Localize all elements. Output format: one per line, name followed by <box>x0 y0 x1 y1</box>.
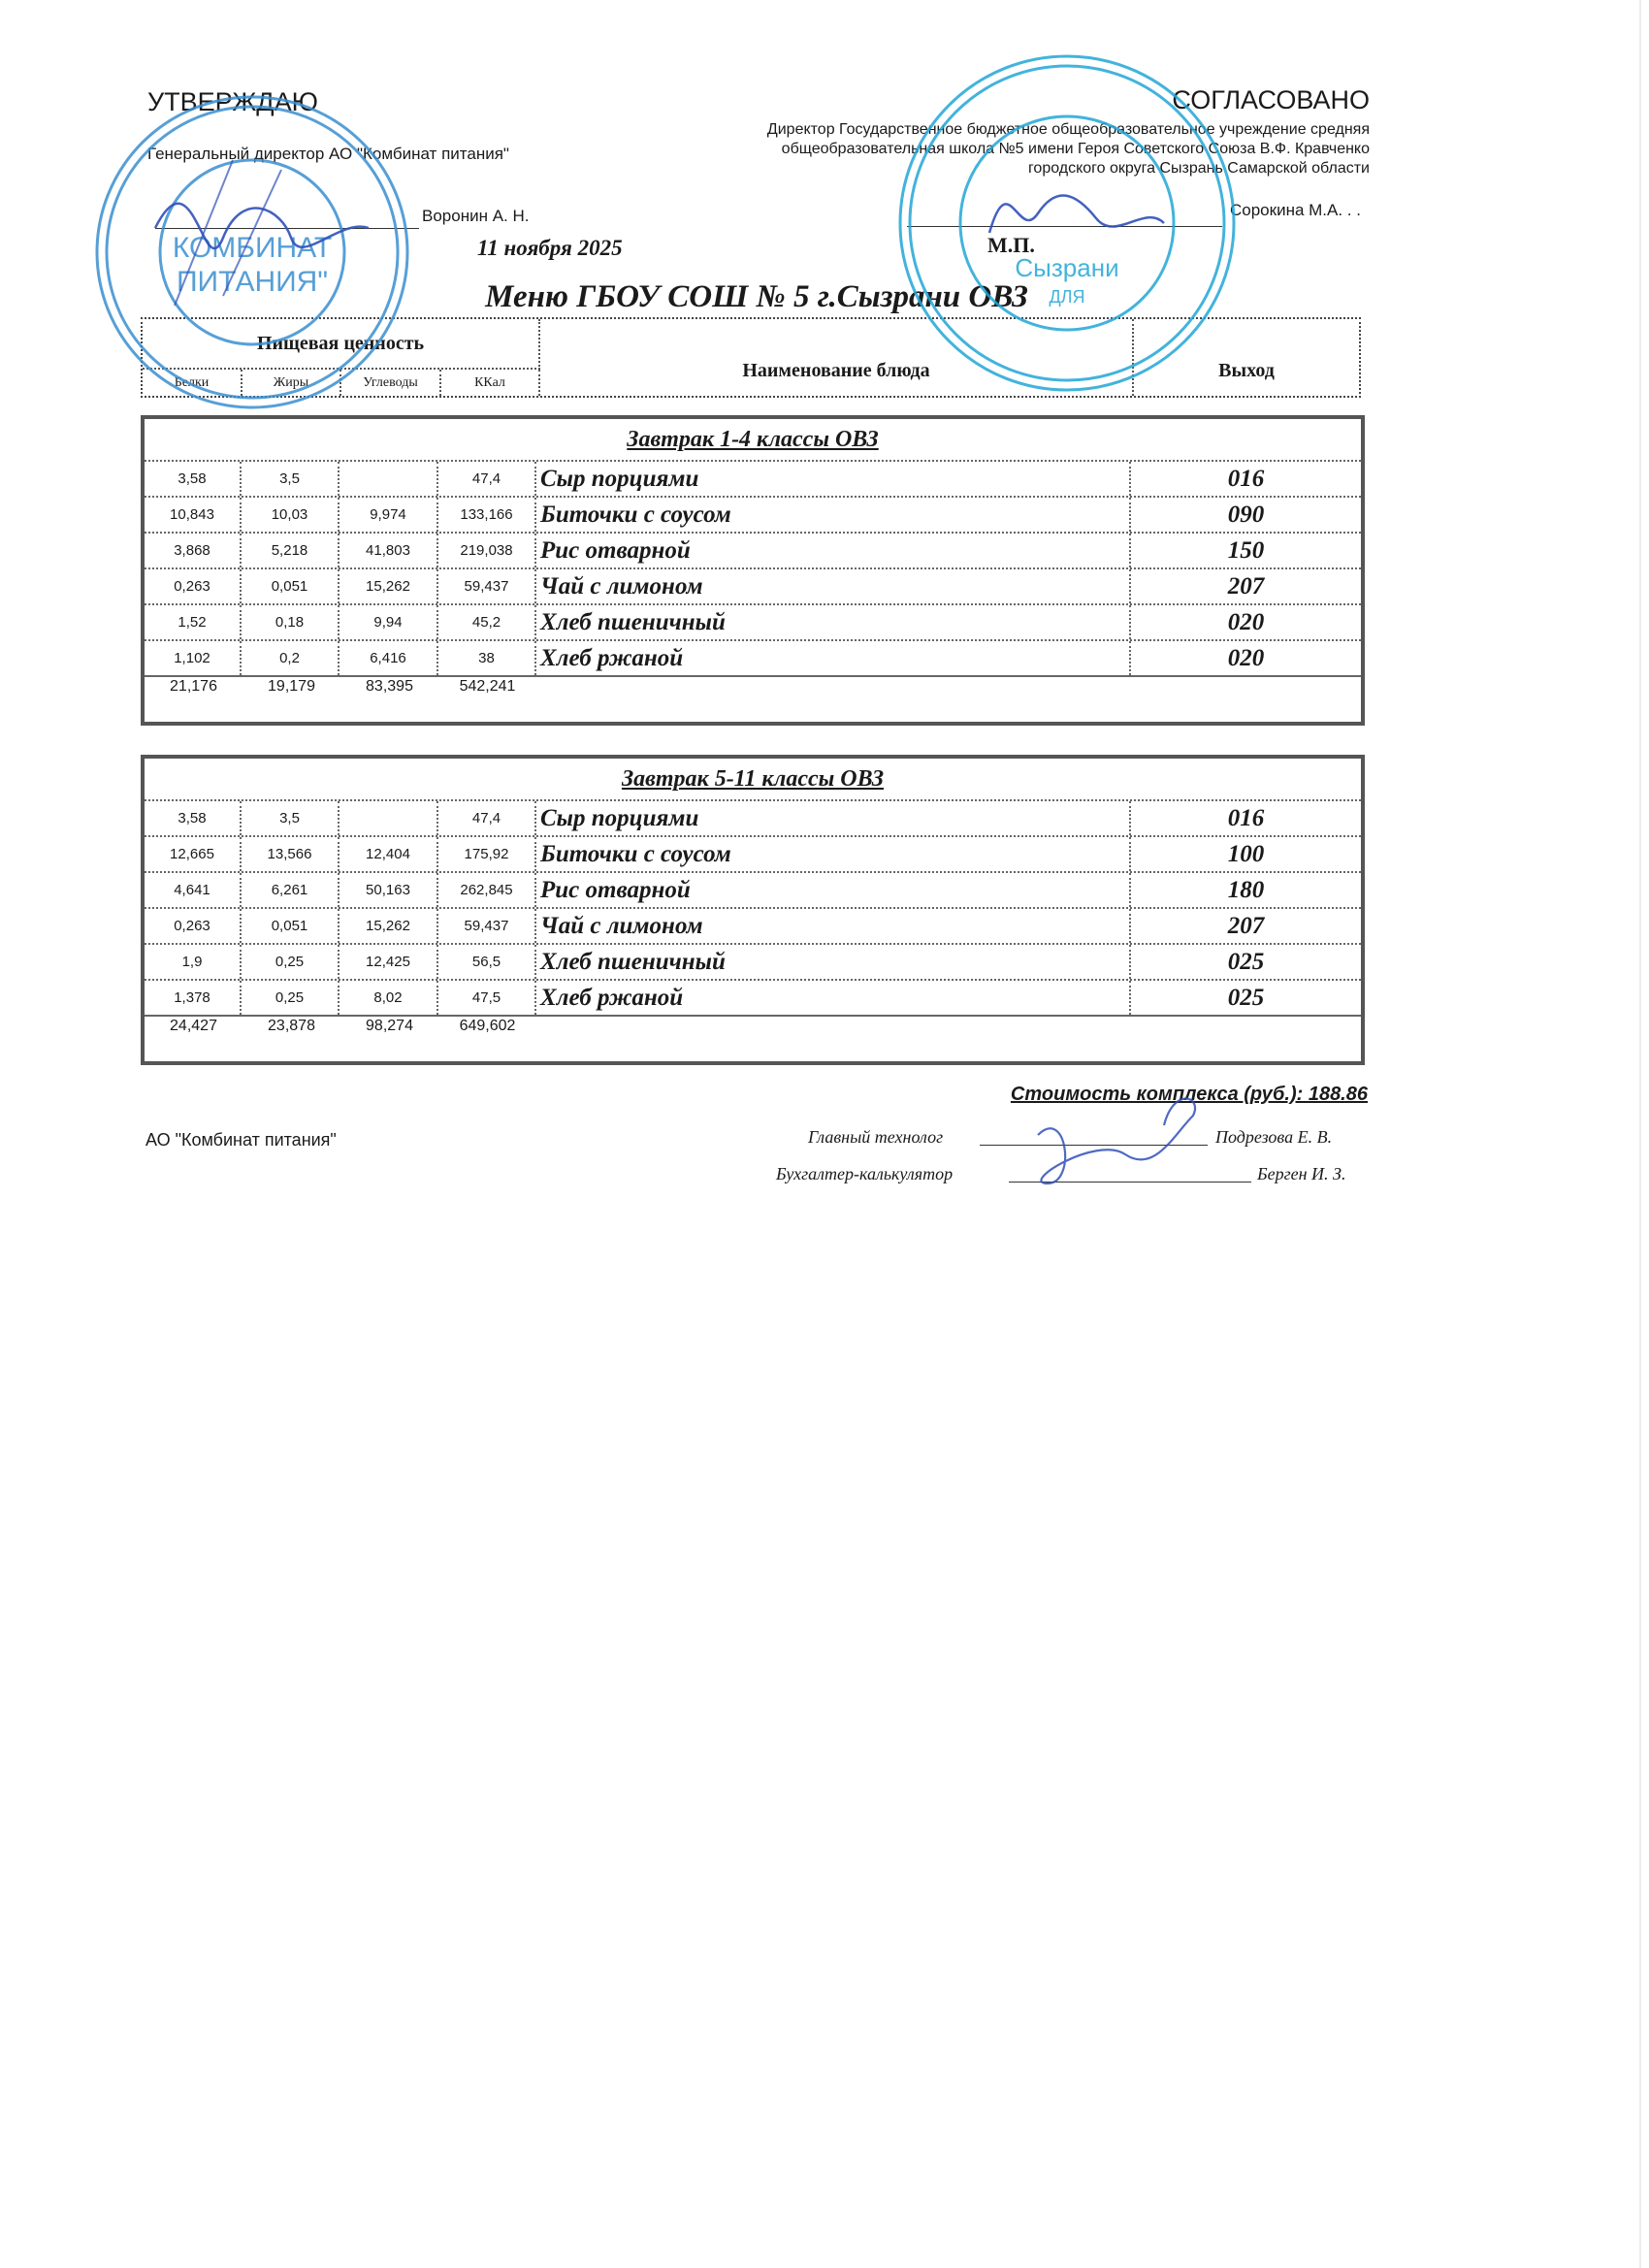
kcal-cell: 47,5 <box>438 981 536 1015</box>
fat-cell: 13,566 <box>242 837 340 871</box>
approval-role: Генеральный директор АО "Комбинат питания" <box>147 145 509 163</box>
output-cell: 025 <box>1227 984 1265 1011</box>
carbs-cell: 9,974 <box>340 498 438 532</box>
table-row <box>145 979 1361 1015</box>
table-row <box>145 496 1361 532</box>
output-cell: 100 <box>1227 840 1265 867</box>
fat-cell: 3,5 <box>242 801 340 835</box>
dish-name-cell: Рис отварной <box>536 873 1131 907</box>
kcal-cell: 56,5 <box>438 945 536 979</box>
company-name: АО "Комбинат питания" <box>146 1130 337 1150</box>
fat-cell: 0,2 <box>242 641 340 675</box>
protein-cell: 1,378 <box>145 981 242 1015</box>
protein-cell: 10,843 <box>145 498 242 532</box>
fat-cell: 0,25 <box>242 945 340 979</box>
svg-text:КОМБИНАТ: КОМБИНАТ <box>172 232 333 264</box>
agreement-text-line: Директор Государственное бюджетное общеобразовательное учреждение средняя <box>766 121 1370 138</box>
page-edge <box>1639 0 1641 2268</box>
meal-title: Завтрак 5-11 классы ОВЗ <box>621 766 885 792</box>
meal-title-row <box>145 759 1361 799</box>
table-row <box>145 532 1361 567</box>
agreement-text-line: городского округа Сызрань Самарской области <box>1027 160 1370 177</box>
fat-cell: 10,03 <box>242 498 340 532</box>
total-fat: 19,179 <box>268 678 315 695</box>
carbs-cell: 12,425 <box>340 945 438 979</box>
output-cell: 150 <box>1227 536 1265 564</box>
fat-cell: 0,051 <box>242 569 340 603</box>
protein-cell: 3,58 <box>145 801 242 835</box>
meal-table <box>141 415 1365 726</box>
svg-text:ДЛЯ: ДЛЯ <box>1049 287 1085 307</box>
table-row <box>145 460 1361 496</box>
total-protein: 21,176 <box>170 678 217 695</box>
header-fat: Жиры <box>242 370 341 396</box>
header-dish: Наименование блюда <box>540 319 1134 396</box>
fat-cell: 5,218 <box>242 534 340 567</box>
seal-mark: М.П. <box>987 233 1035 257</box>
carbs-cell <box>340 462 438 496</box>
complex-cost: Стоимость комплекса (руб.): 188.86 <box>1010 1084 1368 1105</box>
protein-cell: 3,58 <box>145 462 242 496</box>
kcal-cell: 175,92 <box>438 837 536 871</box>
table-row <box>145 907 1361 943</box>
kcal-cell: 38 <box>438 641 536 675</box>
fat-cell: 0,25 <box>242 981 340 1015</box>
table-row <box>145 567 1361 603</box>
approval-title: УТВЕРЖДАЮ <box>147 87 318 116</box>
agreement-name: Сорокина М.А. . . <box>1230 201 1361 219</box>
output-cell: 020 <box>1227 608 1265 635</box>
output-cell: 180 <box>1227 876 1265 903</box>
fat-cell: 6,261 <box>242 873 340 907</box>
protein-cell: 3,868 <box>145 534 242 567</box>
total-fat: 23,878 <box>268 1018 315 1034</box>
carbs-cell: 15,262 <box>340 909 438 943</box>
kcal-cell: 47,4 <box>438 462 536 496</box>
dish-name-cell: Сыр порциями <box>536 801 1131 835</box>
dish-name-cell: Хлеб ржаной <box>536 981 1131 1015</box>
kcal-cell: 47,4 <box>438 801 536 835</box>
fat-cell: 0,051 <box>242 909 340 943</box>
menu-header-table <box>141 317 1361 398</box>
kcal-cell: 219,038 <box>438 534 536 567</box>
dish-name-cell: Биточки с соусом <box>536 498 1131 532</box>
table-row <box>145 871 1361 907</box>
approval-date: 11 ноября 2025 <box>477 236 623 260</box>
total-carbs: 83,395 <box>366 678 413 695</box>
fat-cell: 3,5 <box>242 462 340 496</box>
carbs-cell: 8,02 <box>340 981 438 1015</box>
svg-text:ПИТАНИЯ": ПИТАНИЯ" <box>176 266 329 298</box>
output-cell: 025 <box>1227 948 1265 975</box>
dish-name-cell: Сыр порциями <box>536 462 1131 496</box>
dish-name-cell: Хлеб ржаной <box>536 641 1131 675</box>
kcal-cell: 262,845 <box>438 873 536 907</box>
meal-title-row <box>145 419 1361 460</box>
agreement-text <box>691 120 1370 178</box>
table-row <box>145 603 1361 639</box>
agreement-signature-line <box>907 226 1222 227</box>
header-kcal: ККал <box>441 370 540 396</box>
kcal-cell: 59,437 <box>438 569 536 603</box>
meal-table <box>141 755 1365 1065</box>
approval-signature-line <box>155 228 419 229</box>
protein-cell: 12,665 <box>145 837 242 871</box>
agreement-text-line: общеобразовательная школа №5 имени Героя Советского Союза В.Ф. Кравченко <box>781 141 1370 157</box>
protein-cell: 1,9 <box>145 945 242 979</box>
carbs-cell <box>340 801 438 835</box>
total-kcal: 542,241 <box>459 678 516 695</box>
carbs-cell: 50,163 <box>340 873 438 907</box>
table-row <box>145 799 1361 835</box>
carbs-cell: 12,404 <box>340 837 438 871</box>
accountant-signature-line <box>1009 1182 1251 1183</box>
output-cell: 207 <box>1227 572 1265 599</box>
header-output: Выход <box>1218 360 1275 381</box>
totals-row <box>145 675 1361 702</box>
carbs-cell: 9,94 <box>340 605 438 639</box>
protein-cell: 1,52 <box>145 605 242 639</box>
header-nutrition: Пищевая ценность <box>143 319 540 370</box>
protein-cell: 4,641 <box>145 873 242 907</box>
svg-text:Сызрани: Сызрани <box>1015 253 1119 282</box>
protein-cell: 1,102 <box>145 641 242 675</box>
accountant-name: Берген И. З. <box>1257 1164 1346 1183</box>
table-row <box>145 835 1361 871</box>
dish-name-cell: Биточки с соусом <box>536 837 1131 871</box>
header-protein: Белки <box>143 370 242 396</box>
agreement-title: СОГЛАСОВАНО <box>1172 85 1370 114</box>
approval-name: Воронин А. Н. <box>422 207 530 225</box>
total-carbs: 98,274 <box>366 1018 413 1034</box>
carbs-cell: 15,262 <box>340 569 438 603</box>
header-carbs: Углеводы <box>341 370 441 396</box>
output-cell: 016 <box>1227 465 1265 492</box>
dish-name-cell: Хлеб пшеничный <box>536 945 1131 979</box>
protein-cell: 0,263 <box>145 909 242 943</box>
output-cell: 090 <box>1227 501 1265 528</box>
dish-name-cell: Чай с лимоном <box>536 569 1131 603</box>
chief-technologist-name: Подрезова Е. В. <box>1215 1127 1333 1147</box>
carbs-cell: 6,416 <box>340 641 438 675</box>
output-cell: 016 <box>1227 804 1265 831</box>
carbs-cell: 41,803 <box>340 534 438 567</box>
chief-technologist-role: Главный технолог <box>808 1127 944 1147</box>
protein-cell: 0,263 <box>145 569 242 603</box>
dish-name-cell: Чай с лимоном <box>536 909 1131 943</box>
accountant-role: Бухгалтер-калькулятор <box>776 1164 954 1183</box>
kcal-cell: 133,166 <box>438 498 536 532</box>
kcal-cell: 59,437 <box>438 909 536 943</box>
chief-technologist-signature-line <box>980 1145 1208 1146</box>
dish-name-cell: Рис отварной <box>536 534 1131 567</box>
kcal-cell: 45,2 <box>438 605 536 639</box>
table-row <box>145 943 1361 979</box>
total-protein: 24,427 <box>170 1018 217 1034</box>
document-title: Меню ГБОУ СОШ № 5 г.Сызрани ОВЗ <box>485 279 1028 314</box>
total-kcal: 649,602 <box>459 1018 516 1034</box>
output-cell: 207 <box>1227 912 1265 939</box>
meal-title: Завтрак 1-4 классы ОВЗ <box>627 427 879 452</box>
fat-cell: 0,18 <box>242 605 340 639</box>
output-cell: 020 <box>1227 644 1265 671</box>
totals-row <box>145 1015 1361 1042</box>
table-row <box>145 639 1361 675</box>
dish-name-cell: Хлеб пшеничный <box>536 605 1131 639</box>
